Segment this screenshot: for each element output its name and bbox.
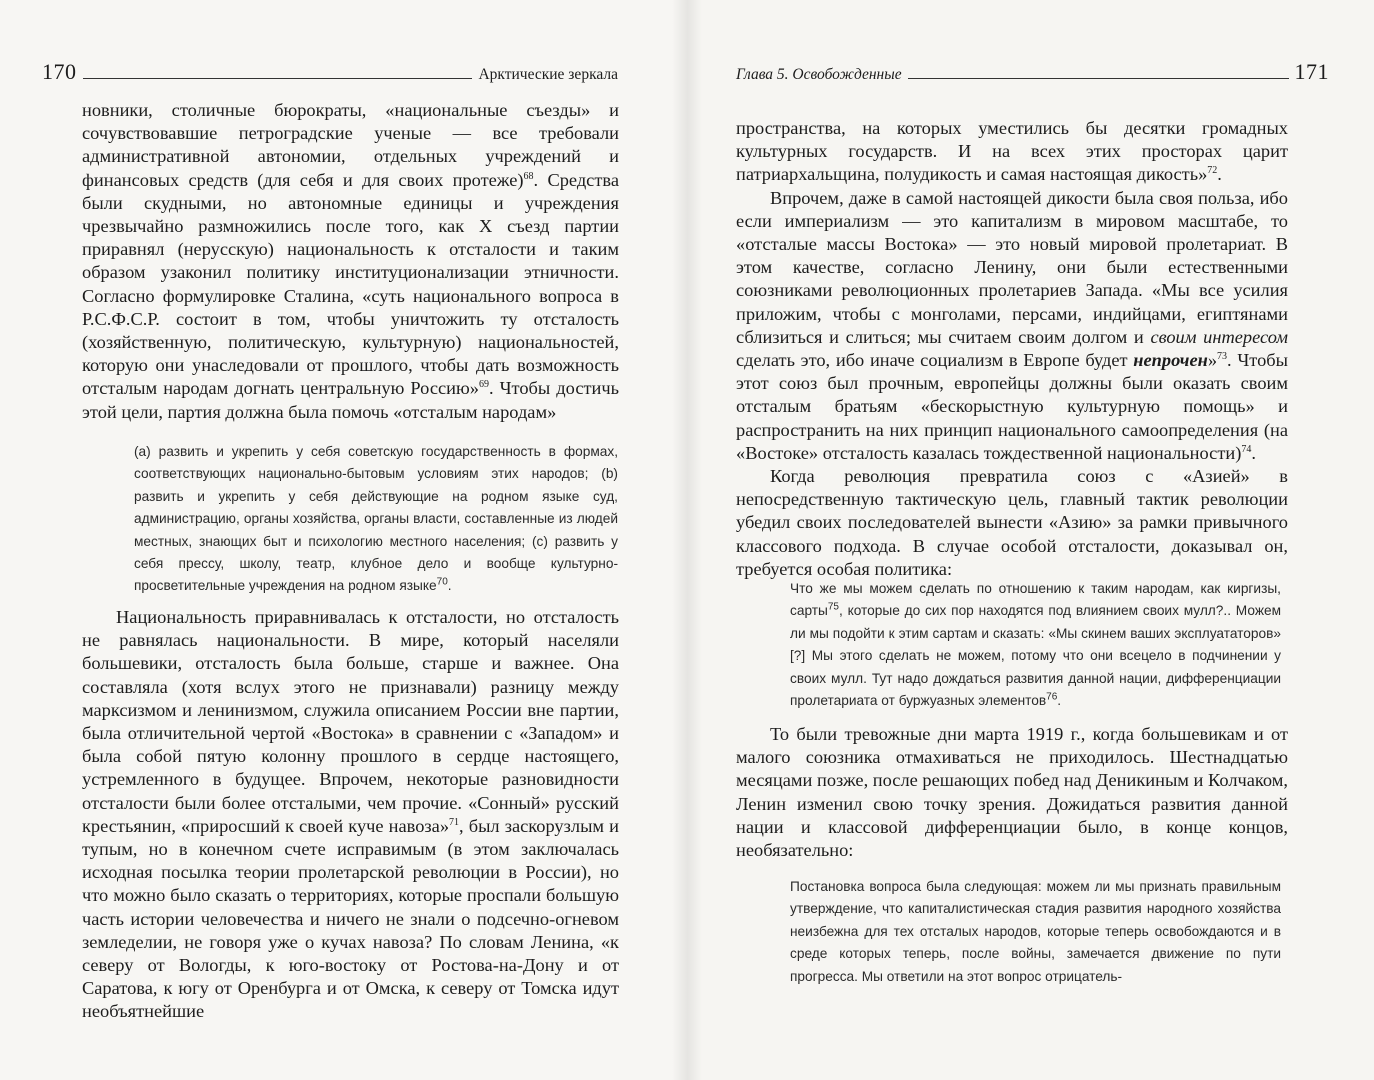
text-run: . xyxy=(1251,442,1256,463)
text-run: Что же мы можем сделать по отношению к таким народам, как киргизы, сарты xyxy=(790,581,1281,619)
text-run: . Чтобы этот союз был прочным, европейцы должны были оказать своим отсталым братьям «бескорыстную культурную помощь» и распространить на них принцип национального самоопределения (на «Востоке» отсталость казалась тождественной национальности) xyxy=(736,350,1288,463)
text-run: Когда революция превратила союз с «Азией» в непосредственную тактическую цель, главный тактик революции убедил своих последователей вынести «Азию» за рамки привычного классового подхода. В случае особой отсталости, доказывал он, требуется особая политика: xyxy=(736,466,1288,579)
right-text-block-2 xyxy=(736,723,1288,862)
text-run: . xyxy=(447,578,452,594)
footnote-ref[interactable]: 73 xyxy=(1217,350,1228,362)
right-header-rule xyxy=(908,78,1289,79)
text-run: . Чтобы достичь этой цели, партия должна была помочь «отсталым народам» xyxy=(82,378,619,422)
right-text-block-1 xyxy=(736,117,1288,581)
footnote-ref[interactable]: 71 xyxy=(449,816,460,828)
footnote-ref[interactable]: 75 xyxy=(827,601,839,613)
emphasis-text: своим интересом xyxy=(1150,326,1288,347)
right-paragraph-4 xyxy=(736,723,1288,862)
book-gutter-shadow xyxy=(672,0,702,1080)
right-running-title: Глава 5. Освобожденные xyxy=(736,66,902,83)
footnote-ref[interactable]: 72 xyxy=(1207,165,1218,177)
text-run: сделать это, ибо иначе социализм в Европе будет xyxy=(736,350,1134,371)
left-header-rule xyxy=(83,78,473,79)
left-running-title: Арктические зеркала xyxy=(478,66,618,83)
text-run: То были тревожные дни марта 1919 г., когда большевикам и от малого союзника отмахиваться не приходилось. Шестнадцатью месяцами позже, после решающих побед над Деникиным и Колчаком, Ленин изменил свою точку зрения. Дожидаться развития данной нации и классовой дифференциации было, в конце концов, необязательно: xyxy=(736,724,1288,861)
right-running-head xyxy=(736,44,1329,84)
right-page-number: 171 xyxy=(1294,59,1329,84)
footnote-ref[interactable]: 69 xyxy=(478,379,489,391)
right-paragraph-3 xyxy=(736,465,1288,581)
footnote-ref[interactable]: 68 xyxy=(523,170,534,182)
left-text-block-1 xyxy=(82,99,619,424)
right-block-quote-2 xyxy=(790,876,1281,988)
footnote-ref[interactable]: 74 xyxy=(1241,443,1252,455)
left-text-block-2 xyxy=(82,606,619,1024)
text-run: Впрочем, даже в самой настоящей дикости была своя польза, ибо если империализм — это капитализм в мировом масштабе, то «отсталые массы Востока» — это новый мировой пролетариат. В этом качестве, согласно Ленину, они были естественными союзниками революционных пролетариев Запада. «Мы все усилия приложим, чтобы с монголами, персами, индийцами, египтянами сблизиться и слиться; мы считаем своим долгом и xyxy=(736,187,1288,347)
left-page-number: 170 xyxy=(42,59,77,84)
right-quote-1-text xyxy=(790,578,1281,712)
footnote-ref[interactable]: 70 xyxy=(436,576,448,588)
left-paragraph-2 xyxy=(82,606,619,1024)
text-run: Национальность приравнивалась к отсталости, но отсталость не равнялась национальности. В мире, который населяли большевики, отсталость была больше, старше и важнее. Она составляла (хотя вслух этого не признавали) разницу между марксизмом и ленинизмом, служила описанием России вне партии, была отличительной чертой «Востока» в сравнении с «Западом» и была собой пятую колонну прошлого в сердце настоящего, устремленного в будущее. Впрочем, некоторые разновидности отсталости были более отсталыми, чем прочие. «Сонный» русский крестьянин, «приросший к своей куче навоза» xyxy=(82,607,619,836)
text-run: » xyxy=(1207,350,1218,371)
right-paragraph-2 xyxy=(736,187,1288,465)
text-run: . xyxy=(1217,164,1222,185)
right-paragraph-1 xyxy=(736,117,1288,187)
text-run: , был заскорузлым и тупым, но в конечном счете исправимым (в этом заключалась исходная посылка теории пролетарской революции в России), но что можно было сказать о территориях, которые проспали большую часть истории человечества и ничего не знали о подсечно-огневом земледелии, не говоря уже о кучах навоза? По словам Ленина, «к северу от Вологды, к юго-востоку от Ростова-на-Дону и от Саратова, к югу от Оренбурга и от Омска, к северу от Томска идут необъятнейшие xyxy=(82,815,619,1022)
footnote-ref[interactable]: 76 xyxy=(1046,691,1058,703)
strong-emphasis-text: непрочен xyxy=(1133,350,1208,371)
right-page xyxy=(687,0,1374,1080)
left-running-head xyxy=(42,44,618,84)
text-run: пространства, на которых уместились бы десятки громадных культурных государств. И на всех этих просторах царит патриархальщина, полудикость и самая настоящая дикость» xyxy=(736,118,1288,185)
text-run: . xyxy=(1057,693,1062,709)
left-paragraph-1 xyxy=(82,99,619,424)
left-block-quote xyxy=(134,441,618,598)
right-quote-2-text xyxy=(790,876,1281,988)
text-run: (а) развить и укрепить у себя советскую государственность в формах, соответствующих национально-бытовым условиям этих народов; (b) развить и укрепить у себя действующие на родном языке суд, администрацию, органы хозяйства, органы власти, составленные из людей местных, знающих быт и психологию местного населения; (с) развить у себя прессу, школу, театр, клубное дело и вообще культурно-просветительные учреждения на родном языке xyxy=(134,444,618,594)
right-block-quote-1 xyxy=(790,578,1281,712)
text-run: . Средства были скудными, но автономные единицы и учреждения чрезвычайно размножились после того, как X съезд партии приравнял (нерусскую) национальность к отсталости и таким образом узаконил политику институционализации этничности. Согласно формулировке Сталина, «суть национального вопроса в Р.С.Ф.С.Р. состоит в том, чтобы уничтожить ту отсталость (хозяйственную, политическую, культурную) национальностей, которую они унаследовали от прошлого, чтобы дать возможность отсталым народам догнать центральную Россию» xyxy=(82,169,619,399)
text-run: Постановка вопроса была следующая: можем ли мы признать правильным утверждение, что капиталистическая стадия развития народного хозяйства неизбежна для тех отсталых народов, которые теперь освобождаются и в среде которых теперь, после войны, замечается движение по пути прогресса. Мы ответили на этот вопрос отрицатель- xyxy=(790,879,1281,984)
text-run: новники, столичные бюрократы, «национальные съезды» и сочувствовавшие петроградские ученые — все требовали административной автономии, отдельных учреждений и финансовых средств (для себя и для своих протеже) xyxy=(82,100,619,190)
text-run: , которые до сих пор находятся под влиянием своих мулл?.. Можем ли мы подойти к этим сартам и сказать: «Мы скинем ваших эксплуататоров» [?] Мы этого сделать не можем, потому что они всецело в подчинении у своих мулл. Тут надо дождаться развития данной нации, дифференциации пролетариата от буржуазных элементов xyxy=(790,603,1281,709)
left-quote-text xyxy=(134,441,618,598)
